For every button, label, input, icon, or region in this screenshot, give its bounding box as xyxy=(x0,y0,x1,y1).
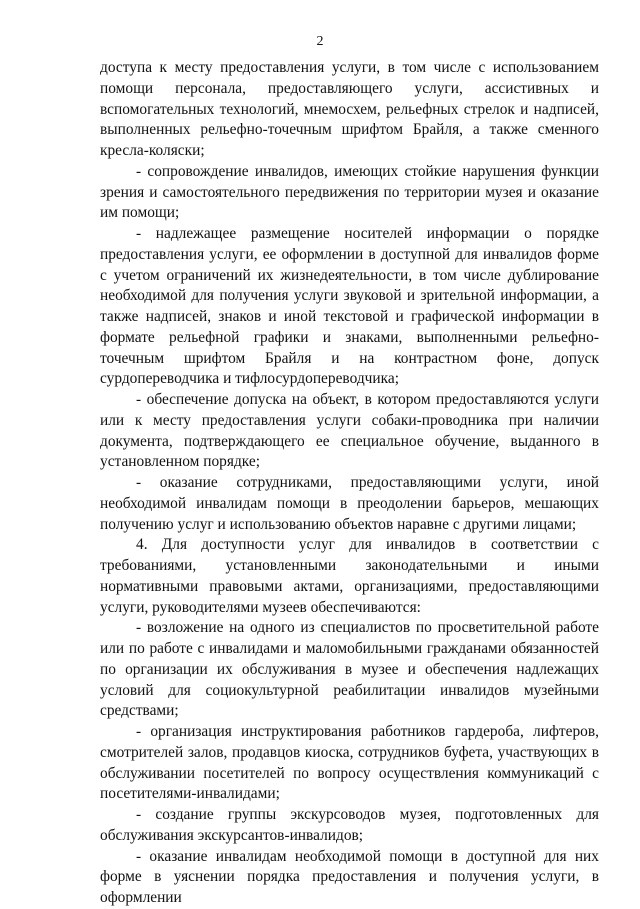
paragraph-escort: - сопровождение инвалидов, имеющих стойкие нарушения функции зрения и самостоятельного передвижения по территории музея и оказание им помощи; xyxy=(100,162,599,222)
document-body xyxy=(100,58,599,909)
paragraph-specialist-assignment: - возложение на одного из специалистов по просветительной работе или по работе с инвалидами и маломобильными гражданами обязанностей по организации их обслуживания в музее и обеспечения надлежащих условий для социокультурной реабилитации инвалидов музейными средствами; xyxy=(100,619,599,720)
paragraph-information-placement: - надлежащее размещение носителей информации о порядке предоставления услуги, ее оформлении в доступной для инвалидов форме с учетом ограничений их жизнедеятельности, в том числе дублирование необходимой для получения услуги звуковой и зрительной информации, а также надписей, знаков и иной текстовой и графической информации в формате рельефной графики и знаками, выполненными рельефно-точечным шрифтом Брайля и на контрастном фоне, допуск сурдопереводчика и тифлосурдопереводчика; xyxy=(100,225,599,388)
paragraph-guide-group: - создание группы экскурсоводов музея, подготовленных для обслуживания экскурсантов-инвалидов; xyxy=(100,806,599,844)
paragraph-continuation: доступа к месту предоставления услуги, в том числе с использованием помощи персонала, предоставляющего услуги, ассистивных и вспомогательных технологий, мнемосхем, рельефных стрелок и надписей, выполненных рельефно-точечным шрифтом Брайля, а также сменного кресла-коляски; xyxy=(100,59,599,159)
page-number: 2 xyxy=(316,34,324,49)
paragraph-staff-assistance: - оказание сотрудниками, предоставляющими услуги, иной необходимой инвалидам помощи в преодолении барьеров, мешающих получению услуг и использованию объектов наравне с другими лицами; xyxy=(100,474,599,533)
paragraph-assistance-form: - оказание инвалидам необходимой помощи в доступной для них форме в уяснении порядка предоставления и получения услуги, в оформлении xyxy=(100,847,599,906)
paragraph-section-4: 4. Для доступности услуг для инвалидов в соответствии с требованиями, установленными законодательными и иными нормативными правовыми актами, организациями, предоставляющими услуги, руководителями музеев обеспечиваются: xyxy=(100,536,599,616)
paragraph-guide-dog-access: - обеспечение допуска на объект, в котором предоставляются услуги или к месту предоставления услуги собаки-проводника при наличии документа, подтверждающего ее специальное обучение, выданного в установленном порядке; xyxy=(100,391,599,471)
paragraph-staff-instruction: - организация инструктирования работников гардероба, лифтеров, смотрителей залов, продавцов киоска, сотрудников буфета, участвующих в обслуживании посетителей по вопросу осуществления коммуникаций с посетителями-инвалидами; xyxy=(100,723,599,803)
